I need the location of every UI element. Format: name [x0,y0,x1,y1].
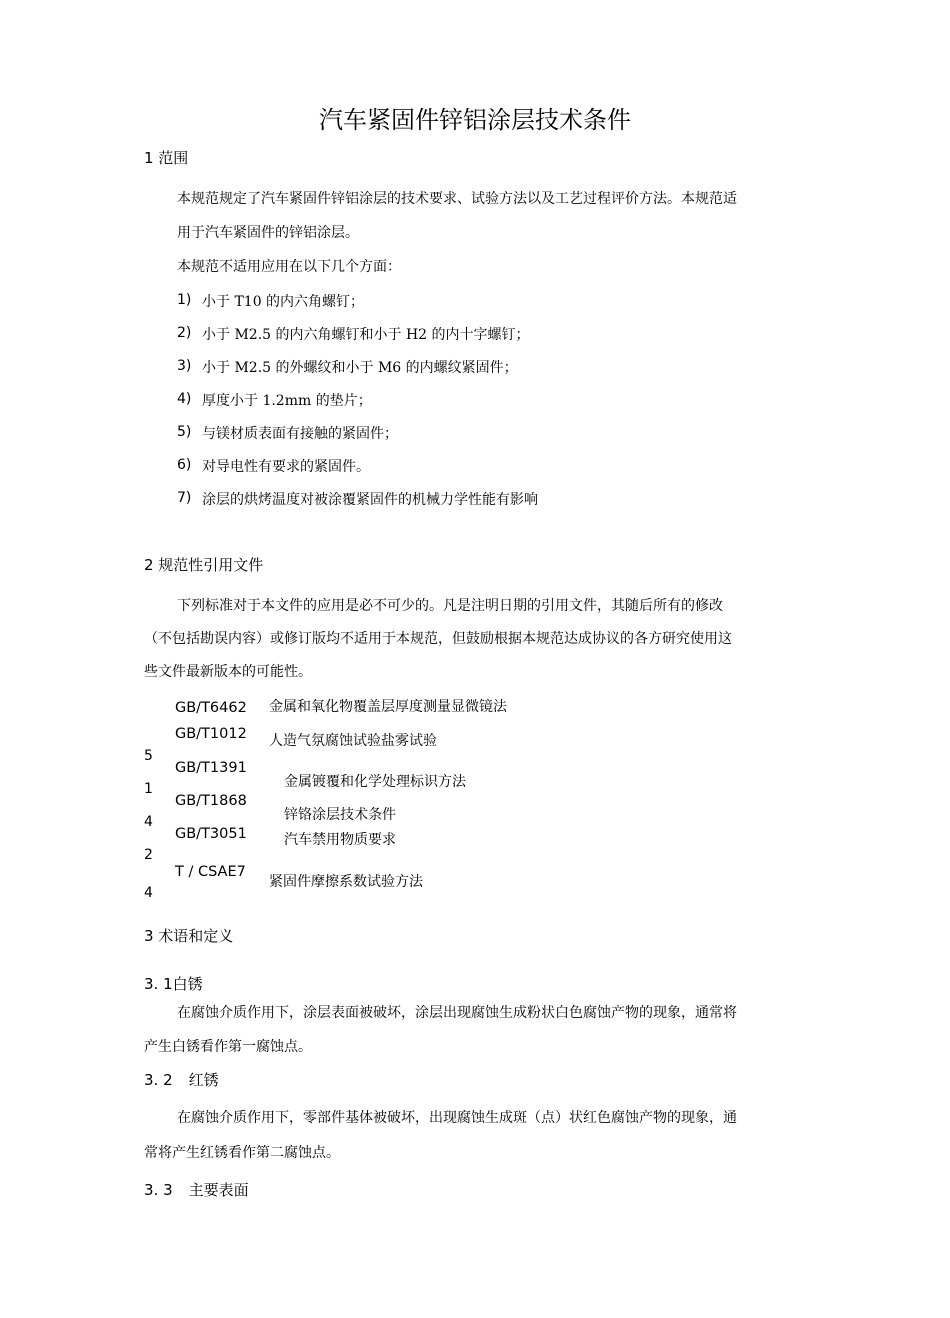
subsection-number: 3. 1 [144,975,173,993]
section-1-heading: 1 范围 [144,149,189,167]
subsection-number: 3. 2 [144,1071,173,1089]
reference-code-overflow: 1 [144,781,153,797]
subsection-3-2-heading [144,1069,219,1091]
subsection-3-1-line-1: 在腐蚀介质作用下，涂层表面被破坏，涂层出现腐蚀生成粉状白色腐蚀产物的现象，通常将 [177,1005,737,1021]
reference-code-overflow: 2 [144,847,153,863]
reference-code-overflow: 4 [144,885,153,901]
section-1-paragraph-line-1: 本规范规定了汽车紧固件锌铝涂层的技术要求、试验方法以及工艺过程评价方法。本规范适 [177,191,737,207]
reference-code: GB/T1868 [175,793,247,809]
list-item-text: 小于 M2.5 的内六角螺钉和小于 H2 的内十字螺钉； [202,327,530,343]
list-item-text: 厚度小于 1.2mm 的垫片； [202,393,372,409]
list-item-number: 3) [177,358,192,374]
list-item-text: 小于 T10 的内六角螺钉； [202,294,365,310]
reference-code: GB/T3051 [175,826,247,842]
section-2-heading: 2 规范性引用文件 [144,556,264,574]
section-2-paragraph-line-3: 些文件最新版本的可能性。 [144,664,312,680]
section-1-exclusion-intro: 本规范不适用应用在以下几个方面： [177,259,401,275]
section-2-paragraph-line-1: 下列标准对于本文件的应用是必不可少的。凡是注明日期的引用文件，其随后所有的修改 [177,598,723,614]
subsection-3-1-line-2: 产生白锈看作第一腐蚀点。 [144,1039,312,1055]
list-item-number: 4) [177,391,192,407]
subsection-title: 主要表面 [188,1181,249,1199]
reference-title: 锌铬涂层技术条件 [284,807,396,823]
list-item-number: 2) [177,325,192,341]
list-item-number: 1) [177,292,192,308]
reference-code-overflow: 5 [144,748,153,764]
reference-title: 金属和氧化物覆盖层厚度测量显微镜法 [269,699,507,715]
reference-title: 人造气氛腐蚀试验盐雾试验 [269,733,437,749]
reference-code: GB/T6462 [175,700,247,716]
reference-title: 紧固件摩擦系数试验方法 [269,874,423,890]
reference-title: 汽车禁用物质要求 [284,832,396,848]
subsection-3-2-line-2: 常将产生红锈看作第二腐蚀点。 [144,1145,340,1161]
document-title: 汽车紧固件锌铝涂层技术条件 [319,106,631,134]
reference-code: GB/T1391 [175,760,247,776]
subsection-title: 红锈 [188,1071,219,1089]
list-item-text: 与镁材质表面有接触的紧固件； [202,426,398,442]
reference-code-overflow: 4 [144,814,153,830]
list-item-number: 5) [177,424,192,440]
reference-code: GB/T1012 [175,726,247,742]
list-item-number: 6) [177,457,192,473]
subsection-3-1-heading [144,973,203,995]
subsection-title: 白锈 [172,975,203,993]
subsection-number: 3. 3 [144,1181,173,1199]
reference-code: T / CSAE7 [175,864,246,880]
section-1-paragraph-line-2: 用于汽车紧固件的锌铝涂层。 [177,225,359,241]
subsection-3-3-heading [144,1179,249,1201]
subsection-3-2-line-1: 在腐蚀介质作用下，零部件基体被破坏，出现腐蚀生成斑（点）状红色腐蚀产物的现象，通 [177,1110,737,1126]
list-item-number: 7) [177,490,192,506]
section-2-paragraph-line-2: （不包括勘误内容）或修订版均不适用于本规范，但鼓励根据本规范达成协议的各方研究使用这 [144,631,732,647]
list-item-text: 小于 M2.5 的外螺纹和小于 M6 的内螺纹紧固件； [202,360,518,376]
section-3-heading: 3 术语和定义 [144,927,234,945]
reference-title: 金属镀覆和化学处理标识方法 [284,774,466,790]
list-item-text: 涂层的烘烤温度对被涂覆紧固件的机械力学性能有影响 [202,492,538,508]
list-item-text: 对导电性有要求的紧固件。 [202,459,370,475]
